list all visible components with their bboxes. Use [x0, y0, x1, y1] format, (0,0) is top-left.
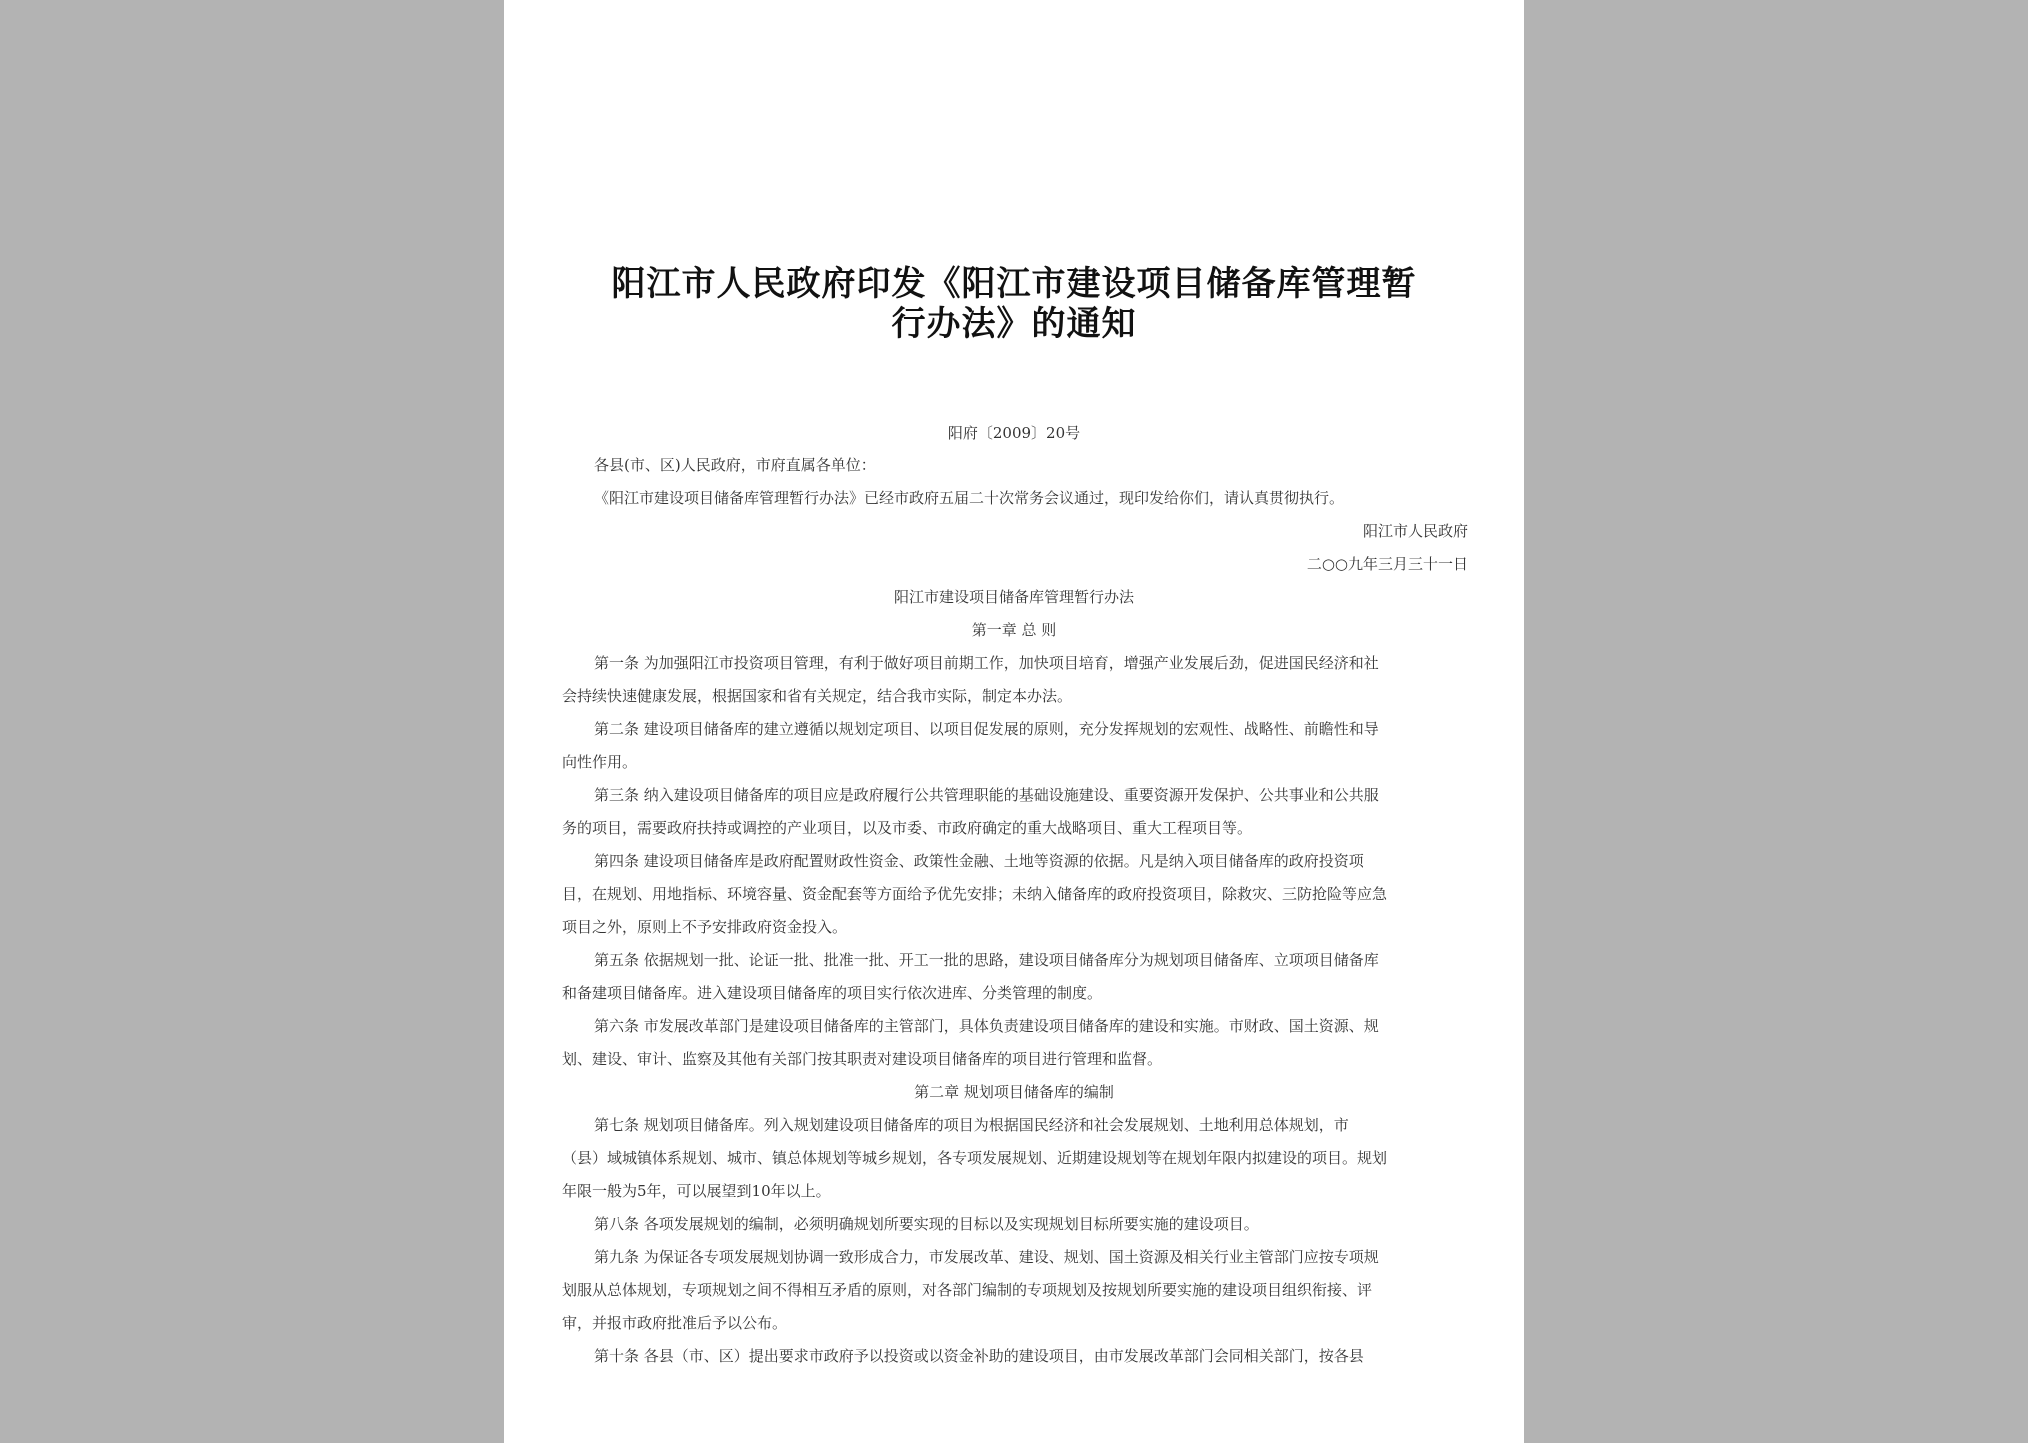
chapter-heading-2: 第二章 规划项目储备库的编制	[914, 1083, 1114, 1101]
article-line: 第一条 为加强阳江市投资项目管理，有利于做好项目前期工作，加快项目培育，增强产业发展后劲，促进国民经济和社	[594, 654, 1379, 672]
issuer-signature: 阳江市人民政府	[1362, 522, 1468, 540]
document-title-line-2: 行办法》的通知	[891, 304, 1137, 344]
article-line: 第六条 市发展改革部门是建设项目储备库的主管部门，具体负责建设项目储备库的建设和实施。市财政、国土资源、规	[594, 1017, 1379, 1035]
issue-date: 二○○九年三月三十一日	[1306, 555, 1468, 573]
chapter-heading-1: 第一章 总 则	[971, 621, 1057, 639]
article-line: （县）域城镇体系规划、城市、镇总体规划等城乡规划，各专项发展规划、近期建设规划等在规划年限内拟建设的项目。规划	[562, 1149, 1388, 1167]
article-line: 第二条 建设项目储备库的建立遵循以规划定项目、以项目促发展的原则，充分发挥规划的宏观性、战略性、前瞻性和导	[594, 720, 1379, 738]
article-line: 划服从总体规划，专项规划之间不得相互矛盾的原则，对各部门编制的专项规划及按规划所要实施的建设项目组织衔接、评	[562, 1281, 1373, 1299]
document-number: 阳府〔2009〕20号	[947, 424, 1081, 442]
intro-paragraph: 《阳江市建设项目储备库管理暂行办法》已经市政府五届二十次常务会议通过，现印发给你们，请认真贯彻执行。	[594, 489, 1345, 507]
article-line: 第五条 依据规划一批、论证一批、批准一批、开工一批的思路，建设项目储备库分为规划项目储备库、立项项目储备库	[594, 951, 1379, 969]
article-line: 第八条 各项发展规划的编制，必须明确规划所要实现的目标以及实现规划目标所要实施的建设项目。	[594, 1215, 1259, 1233]
article-line: 和备建项目储备库。进入建设项目储备库的项目实行依次进库、分类管理的制度。	[562, 984, 1103, 1002]
article-line: 审，并报市政府批准后予以公布。	[562, 1314, 788, 1332]
article-line: 向性作用。	[562, 753, 638, 771]
document-title-line-1: 阳江市人民政府印发《阳江市建设项目储备库管理暂	[611, 264, 1417, 304]
article-line: 项目之外，原则上不予安排政府资金投入。	[562, 918, 848, 936]
article-line: 务的项目，需要政府扶持或调控的产业项目，以及市委、市政府确定的重大战略项目、重大工程项目等。	[562, 819, 1253, 837]
article-line: 划、建设、审计、监察及其他有关部门按其职责对建设项目储备库的项目进行管理和监督。	[562, 1050, 1163, 1068]
article-line: 第七条 规划项目储备库。列入规划建设项目储备库的项目为根据国民经济和社会发展规划、土地利用总体规划，市	[594, 1116, 1349, 1134]
salutation: 各县(市、区)人民政府，市府直属各单位：	[594, 456, 876, 474]
article-line: 第十条 各县（市、区）提出要求市政府予以投资或以资金补助的建设项目，由市发展改革部门会同相关部门，按各县	[594, 1347, 1364, 1365]
article-line: 第四条 建设项目储备库是政府配置财政性资金、政策性金融、土地等资源的依据。凡是纳入项目储备库的政府投资项	[594, 852, 1364, 870]
article-line: 年限一般为5年，可以展望到10年以上。	[562, 1182, 831, 1200]
article-line: 第三条 纳入建设项目储备库的项目应是政府履行公共管理职能的基础设施建设、重要资源开发保护、公共事业和公共服	[594, 786, 1379, 804]
article-line: 会持续快速健康发展，根据国家和省有关规定，结合我市实际，制定本办法。	[562, 687, 1073, 705]
regulation-title: 阳江市建设项目储备库管理暂行办法	[893, 588, 1134, 606]
document-page	[504, 0, 1524, 1443]
article-line: 目，在规划、用地指标、环境容量、资金配套等方面给予优先安排；未纳入储备库的政府投资项目，除救灾、三防抢险等应急	[562, 885, 1388, 903]
article-line: 第九条 为保证各专项发展规划协调一致形成合力，市发展改革、建设、规划、国土资源及相关行业主管部门应按专项规	[594, 1248, 1379, 1266]
